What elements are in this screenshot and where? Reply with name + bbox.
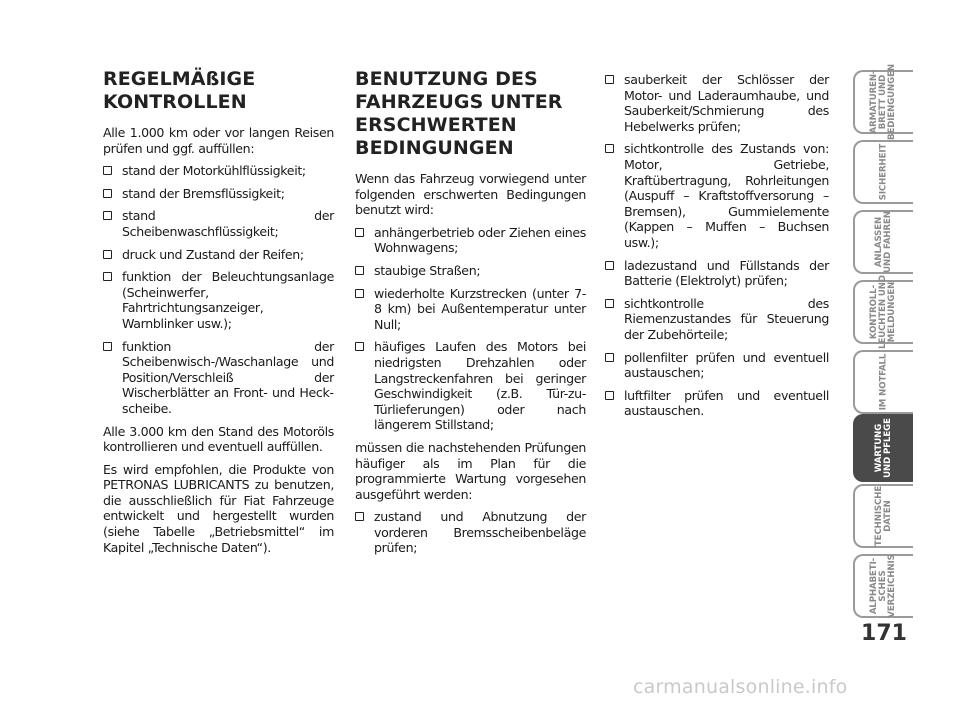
page-number: 171 xyxy=(861,621,907,646)
list-item: funktion der Beleuchtungsanlage (Scheinwerfer, Fahrtrichtungsanzeiger, Warnblinker usw.); xyxy=(103,269,334,331)
list-item: ladezustand und Füllstands der Batterie (Elektrolyt) prüfen; xyxy=(605,258,829,289)
tab-sicherheit[interactable]: SICHERHEIT xyxy=(853,140,913,204)
list-item: sauberkeit der Schlösser der Motor- und Laderaumhaube, und Sauberkeit/Schmierung des Hebelwerks prüfen; xyxy=(605,72,829,134)
list-item: zustand und Abnutzung der vorderen Bremsscheibenbeläge prüfen; xyxy=(355,509,586,556)
tab-alphabetisches-verzeichnis[interactable]: ALPHABETI- SCHES VERZEICHNIS xyxy=(853,554,913,618)
list-item: anhängerbetrieb oder Ziehen eines Wohnwagens; xyxy=(355,225,586,256)
checkbox-bullet-icon xyxy=(605,261,614,270)
tab-kontrollleuchten[interactable]: KONTROLL- LEUCHTEN UND MELDUNGEN xyxy=(853,280,913,344)
list-item: staubige Straßen; xyxy=(355,263,586,279)
section-title-difficult-conditions: BENUTZUNG DES FAHRZEUGS UNTER ERSCHWERTEN BEDINGUNGEN xyxy=(355,68,563,159)
list-item: stand der Bremsflüssigkeit; xyxy=(103,186,334,202)
checkbox-bullet-icon xyxy=(103,189,112,198)
checkbox-bullet-icon xyxy=(355,228,364,237)
tab-im-notfall[interactable]: IM NOTFALL xyxy=(853,350,913,414)
list-item: luftfilter prüfen und eventuell austauschen. xyxy=(605,388,829,419)
checkbox-bullet-icon xyxy=(103,272,112,281)
list-item: druck und Zustand der Reifen; xyxy=(103,247,334,263)
checkbox-bullet-icon xyxy=(355,289,364,298)
checklist-conditions xyxy=(355,225,586,433)
checkbox-bullet-icon xyxy=(355,342,364,351)
section-title-regular-checks: REGELMÄßIGE KONTROLLEN xyxy=(103,68,256,113)
checkbox-bullet-icon xyxy=(355,512,364,521)
paragraph-conditions-intro: Wenn das Fahrzeug vorwiegend unter folgenden erschwerten Bedingungen benutzt wird: xyxy=(355,171,586,218)
checkbox-bullet-icon xyxy=(605,144,614,153)
checklist-checks-start xyxy=(355,509,586,556)
checkbox-bullet-icon xyxy=(355,266,364,275)
column-1 xyxy=(103,68,334,562)
tab-wartung-und-pflege[interactable]: WARTUNG UND PFLEGE xyxy=(853,414,913,482)
checkbox-bullet-icon xyxy=(103,250,112,259)
paragraph-intro-1000km: Alle 1.000 km oder vor langen Reisen prüfen und ggf. auffüllen: xyxy=(103,125,334,156)
list-item: stand der Motorkühlflüssigkeit; xyxy=(103,163,334,179)
checklist-regular xyxy=(103,163,334,416)
paragraph-more-frequent-checks: müssen die nachstehenden Prüfungen häufiger als im Plan für die programmierte Wartung vorgesehen ausgeführt werden: xyxy=(355,439,586,502)
list-item: funktion der Scheibenwisch-/Waschanlage und Position/Verschleiß der Wischerblätter an Front- und Heckscheibe. xyxy=(103,339,334,417)
list-item: sichtkontrolle des Riemenzustandes für Steuerung der Zubehörteile; xyxy=(605,296,829,343)
checkbox-bullet-icon xyxy=(103,342,112,351)
checkbox-bullet-icon xyxy=(605,391,614,400)
checkbox-bullet-icon xyxy=(103,211,112,220)
checkbox-bullet-icon xyxy=(605,75,614,84)
paragraph-petronas: Es wird empfohlen, die Produkte von PETRONAS LUBRICANTS zu benutzen, die ausschließlich für Fiat Fahrzeuge entwickelt und hergestellt wurden (siehe Tabelle „Betriebsmittel“ im Kapitel „Technische Daten“). xyxy=(103,461,334,555)
list-item: pollenfilter prüfen und eventuell austauschen; xyxy=(605,350,829,381)
column-3 xyxy=(605,72,829,426)
list-item: stand der Scheibenwaschflüssigkeit; xyxy=(103,208,334,239)
watermark-text: carmanualsonline.info xyxy=(633,676,848,698)
list-item: häufiges Laufen des Motors bei niedrigsten Drehzahlen oder Langstreckenfahren bei geringer Geschwindigkeit (z.B. Tür-zu-Türlieferungen) oder nach längerem Stillstand; xyxy=(355,339,586,433)
tab-anlassen-und-fahren[interactable]: ANLASSEN UND FAHREN xyxy=(853,210,913,274)
checklist-checks-continued xyxy=(605,72,829,419)
list-item: wiederholte Kurzstrecken (unter 7-8 km) bei Außentemperatur unter Null; xyxy=(355,286,586,333)
checkbox-bullet-icon xyxy=(103,166,112,175)
paragraph-3000km: Alle 3.000 km den Stand des Motoröls kontrollieren und eventuell auffüllen. xyxy=(103,423,334,455)
tab-technische-daten[interactable]: TECHNISCHE DATEN xyxy=(853,484,913,548)
checkbox-bullet-icon xyxy=(605,353,614,362)
checkbox-bullet-icon xyxy=(605,299,614,308)
list-item: sichtkontrolle des Zustands von: Motor, Getriebe, Kraftübertragung, Rohrleitungen (Auspuff – Kraftstoffversorung – Bremsen), Gummielemente (Kappen – Muffen – Buchsen usw.); xyxy=(605,141,829,250)
column-2 xyxy=(355,68,586,563)
tab-armaturenbrett[interactable]: ARMATUREN- BRETT UND BEDIENGUNGEN xyxy=(853,70,913,134)
